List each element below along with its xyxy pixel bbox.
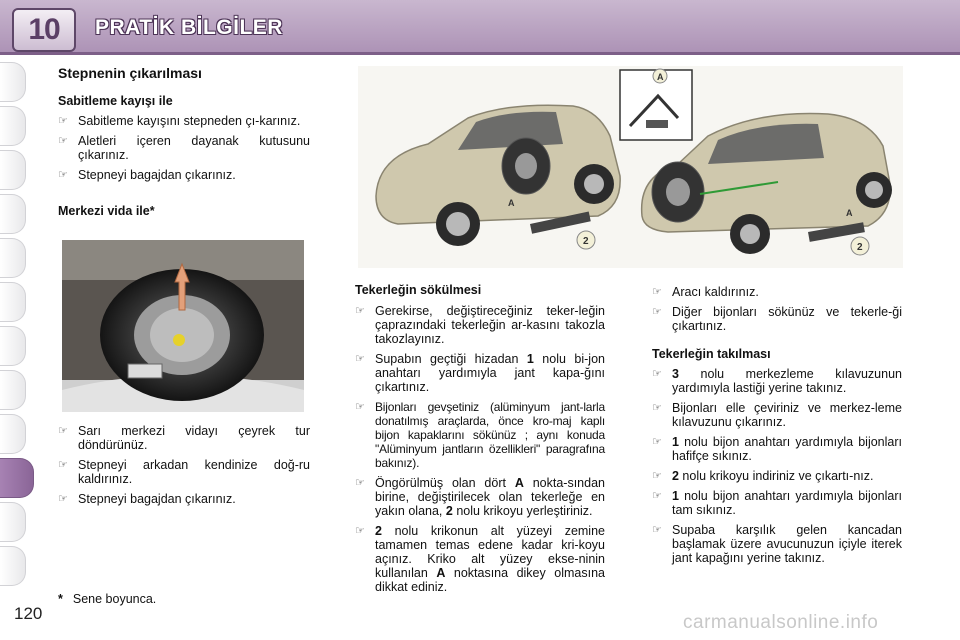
chapter-tab[interactable] [0, 370, 26, 410]
pointing-hand-icon: ☞ [652, 402, 662, 414]
list-item: ☞ 2 nolu krikonun alt yüzeyi zemine tamamen temas edene kadar kri-koyu açınız. Kriko alt yüzey ekse-ninin kullanılan A noktasına dikey olmasına dikkat ediniz. [355, 524, 605, 594]
chapter-tab[interactable] [0, 414, 26, 454]
footnote-marker: * [58, 592, 63, 606]
strap-subtitle: Sabitleme kayışı ile [58, 94, 173, 108]
list-item: ☞ Supabın geçtiği hizadan 1 nolu bi-jon anahtarı yardımıyla jant kapa-ğını çıkartınız. [355, 352, 605, 394]
chapter-number-badge: 10 [12, 8, 76, 52]
footnote-text: Sene boyunca. [72, 592, 157, 606]
watermark: carmanualsonline.info [683, 612, 879, 633]
page-title: PRATİK BİLGİLER [95, 16, 283, 39]
middle-column [355, 283, 605, 600]
callout-2-right: 2 [857, 242, 863, 253]
pointing-hand-icon: ☞ [355, 401, 365, 413]
pointing-hand-icon: ☞ [58, 135, 68, 147]
chapter-tab[interactable] [0, 106, 26, 146]
section-title: Stepnenin çıkarılması [58, 65, 202, 81]
chapter-tab[interactable] [0, 62, 26, 102]
mounting-steps [652, 367, 902, 565]
list-item: ☞ 3 nolu merkezleme kılavuzunun yardımıyla lastiği yerine takınız. [652, 367, 902, 395]
pointing-hand-icon: ☞ [355, 477, 365, 489]
list-item: ☞ Sabitleme kayışını stepneden çı-karınız. [58, 114, 301, 128]
list-item: ☞ Öngörülmüş olan dört A nokta-sından birine, değiştirilecek olan tekerleğe en yakın olana, 2 nolu krikoyu yerleştiriniz. [355, 476, 605, 518]
pointing-hand-icon: ☞ [355, 525, 365, 537]
left-column [58, 66, 310, 224]
pointing-hand-icon: ☞ [652, 368, 662, 380]
chapter-tab[interactable] [0, 194, 26, 234]
removal-steps [355, 304, 605, 594]
pointing-hand-icon: ☞ [58, 425, 68, 437]
chapter-tab[interactable] [0, 150, 26, 190]
callout-a-inset: A [657, 72, 664, 82]
pointing-hand-icon: ☞ [652, 470, 662, 482]
list-item: ☞ Sarı merkezi vidayı çeyrek tur döndürünüz. [58, 424, 310, 452]
page-number: 120 [14, 604, 43, 623]
pointing-hand-icon: ☞ [58, 169, 68, 181]
chapter-tab[interactable] [0, 546, 26, 586]
list-item: ☞ Stepneyi bagajdan çıkarınız. [58, 168, 236, 182]
pointing-hand-icon: ☞ [652, 286, 662, 298]
pointing-hand-icon: ☞ [58, 459, 68, 471]
list-item: ☞ Stepneyi arkadan kendinize doğ-ru kaldırınız. [58, 458, 310, 486]
chapter-tab[interactable] [0, 502, 26, 542]
footnote [58, 592, 156, 606]
list-item: ☞ Supaba karşılık gelen kancadan başlamak üzere avucunuzun içiyle iterek jant kapağını yerine takınız. [652, 523, 902, 565]
pointing-hand-icon: ☞ [652, 490, 662, 502]
chapter-tab[interactable] [0, 282, 26, 322]
pointing-hand-icon: ☞ [652, 306, 662, 318]
chapter-tab[interactable] [0, 238, 26, 278]
list-item: ☞ Stepneyi bagajdan çıkarınız. [58, 492, 236, 506]
pointing-hand-icon: ☞ [58, 493, 68, 505]
callout-2-left: 2 [583, 236, 589, 247]
list-item: ☞ Diğer bijonları sökünüz ve tekerle-ği çıkartınız. [652, 305, 902, 333]
removal-title: Tekerleğin sökülmesi [355, 283, 482, 297]
right-column [652, 285, 902, 571]
list-item: ☞ Bijonları gevşetiniz (alüminyum jant-larla donatılmış araçlarda, önce kro-maj kaplı bijon kapaklarını sökünüz ; aynı konuda "Alüminyum jantların özellikleri" paragrafına bakınız). [355, 400, 605, 470]
list-item: ☞ Aletleri içeren dayanak kutusunu çıkarınız. [58, 134, 310, 162]
callout-a-right: A [846, 208, 853, 218]
list-item: ☞ Gerekirse, değiştireceğiniz teker-leğin çaprazındaki tekerleğin ar-kasını takozla takozlayınız. [355, 304, 605, 346]
mounting-title: Tekerleğin takılması [652, 347, 771, 361]
screw-subtitle: Merkezi vida ile* [58, 204, 155, 218]
pointing-hand-icon: ☞ [355, 353, 365, 365]
list-item: ☞ 1 nolu bijon anahtarı yardımıyla bijonları hafifçe sıkınız. [652, 435, 902, 463]
list-item: ☞ 1 nolu bijon anahtarı yardımıyla bijonları tam sıkınız. [652, 489, 902, 517]
chapter-tabs [0, 62, 30, 582]
list-item: ☞ Aracı kaldırınız. [652, 285, 759, 299]
strap-steps [58, 114, 310, 182]
pointing-hand-icon: ☞ [652, 436, 662, 448]
pointing-hand-icon: ☞ [652, 524, 662, 536]
header-divider [0, 52, 960, 55]
jack-illustration [358, 66, 903, 268]
spare-wheel-photo [62, 240, 304, 412]
lifting-steps [652, 285, 902, 333]
chapter-tab-active[interactable] [0, 458, 34, 498]
list-item: ☞ 2 nolu krikoyu indiriniz ve çıkartı-nız. [652, 469, 874, 483]
pointing-hand-icon: ☞ [58, 115, 68, 127]
chapter-tab[interactable] [0, 326, 26, 366]
callout-a-left: A [508, 198, 515, 208]
screw-steps-block [58, 424, 310, 512]
pointing-hand-icon: ☞ [355, 305, 365, 317]
screw-steps [58, 424, 310, 506]
list-item: ☞ Bijonları elle çeviriniz ve merkez-leme kılavuzunu çıkarınız. [652, 401, 902, 429]
